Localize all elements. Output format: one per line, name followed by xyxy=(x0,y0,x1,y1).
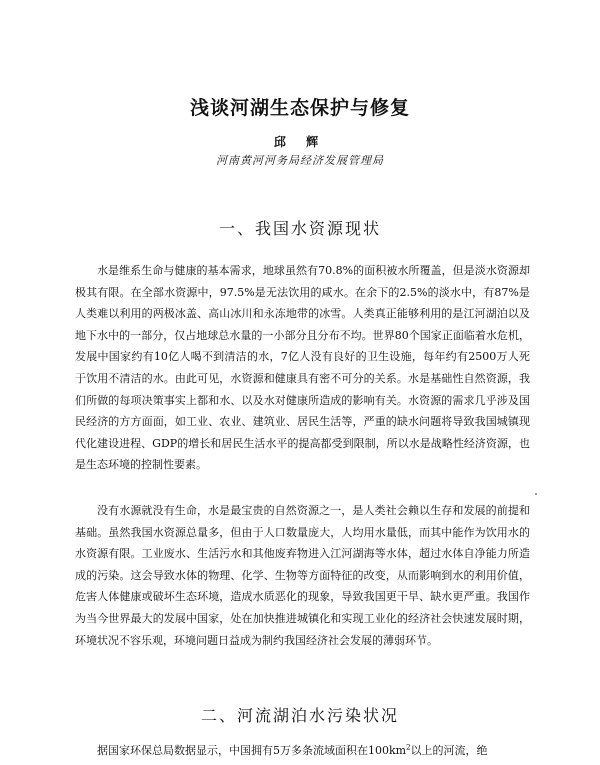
section-2-heading: 二、河流湖泊水污染状况 xyxy=(200,706,399,725)
section-2-text-end: 以上的河流，绝 xyxy=(410,744,488,757)
section-2-text-start: 据国家环保总局数据显示，中国拥有5万多条流域面积在100km xyxy=(97,744,407,757)
superscript-two: 2 xyxy=(406,743,411,752)
article-title: 浅谈河湖生态保护与修复 xyxy=(189,97,410,119)
section-2-paragraph-1 xyxy=(75,740,530,764)
section-1-heading: 一、我国水资源现状 xyxy=(218,219,381,238)
scan-speck xyxy=(535,493,537,495)
author-name: 邱 辉 xyxy=(273,135,327,149)
section-1-paragraph-1: 水是维系生命与健康的基本需求，地球虽然有70.8%的面积被水所覆盖，但是淡水资源却极其有限。在全部水资源中，97.5%是无法饮用的咸水。在余下的2.5%的淡水中，有87%是人类难以利用的两极冰盖、高山冰川和永冻地带的冰雪。人类真正能够利用的是江河湖泊以及地下水中的一部分，仅占地球总水量的一小部分且分布不均。世界80个国家正面临着水危机，发展中国家约有10亿人喝不到清洁的水，7亿人没有良好的卫生设施，每年约有2500万人死于饮用不清洁的水。由此可见，水资源和健康具有密不可分的关系。水是基础性自然资源，我们所做的每项决策事实上都和水、以及水对健康所造成的影响有关。水资源的需求几乎涉及国民经济的方方面面，如工业、农业、建筑业、居民生活等，严重的缺水问题将导致我国城镇现代化建设进程、GDP的增长和居民生活水平的提高都受到限制，所以水是战略性经济资源，也是生态环境的控制性要素。 xyxy=(75,264,530,472)
section-1-paragraph-2: 没有水源就没有生命，水是最宝贵的自然资源之一，是人类社会赖以生存和发展的前提和基础。虽然我国水资源总量多，但由于人口数量庞大，人均用水量低，而其中能作为饮用水的水资源有限。工业废水、生活污水和其他废弃物进入江河湖海等水体，超过水体自净能力所造成的污染。这会导致水体的物理、化学、生物等方面特征的改变，从而影响到水的利用价值，危害人体健康或破坏生态环境，造成水质恶化的现象，导致我国更干旱、缺水更严重。我国作为当今世界最大的发展中国家，处在加快推进城镇化和实现工业化的经济社会快速发展时期，环境状况不容乐观，环境问题日益成为制约我国经济社会发展的薄弱环节。 xyxy=(75,504,530,647)
author-affiliation: 河南黄河河务局经济发展管理局 xyxy=(216,154,384,167)
